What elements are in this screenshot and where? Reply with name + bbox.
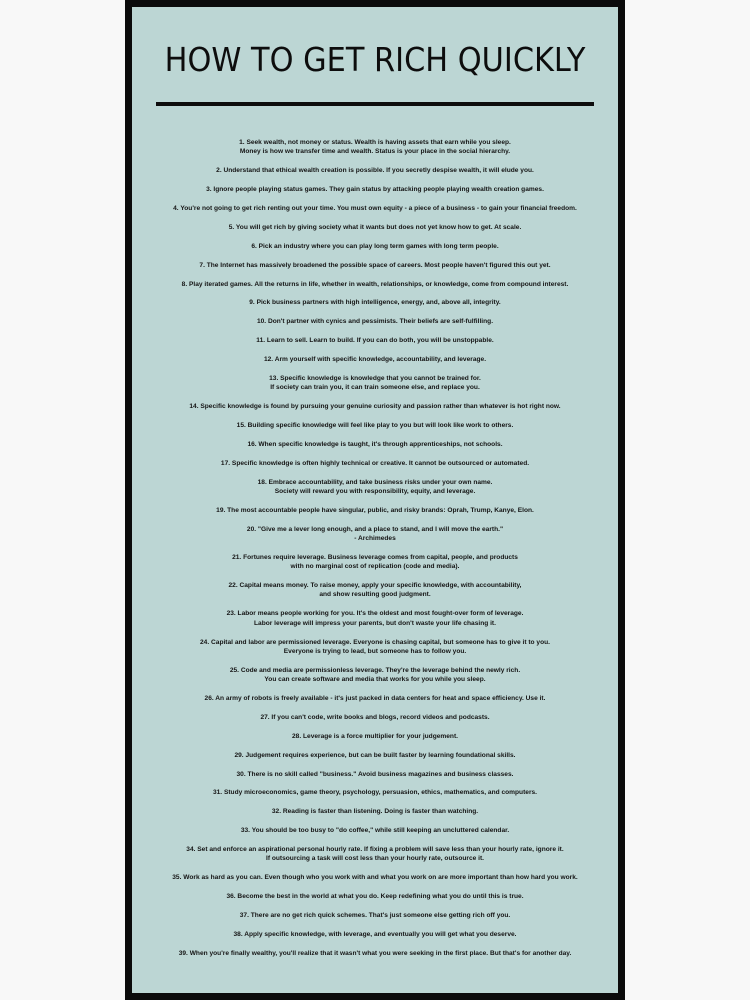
principle-item — [132, 402, 618, 411]
principle-item — [132, 355, 618, 364]
principle-item — [132, 581, 618, 600]
principle-item — [132, 609, 618, 628]
principle-line: 8. Play iterated games. All the returns in life, whether in wealth, relationships, or knowledge, come from compound interest. — [181, 280, 569, 288]
principle-line: 1. Seek wealth, not money or status. Wealth is having assets that earn while you sleep. — [239, 139, 511, 146]
principle-line: Money is how we transfer time and wealth. Status is your place in the social hierarchy. — [239, 148, 511, 156]
principle-line: 24. Capital and labor are permissioned leverage. Everyone is chasing capital, but someone has to give it to you. — [200, 638, 550, 646]
principle-line: 6. Pick an industry where you can play long term games with long term people. — [251, 242, 499, 250]
principle-line: 12. Arm yourself with specific knowledge, accountability, and leverage. — [263, 356, 487, 364]
principle-item — [132, 280, 618, 289]
principle-line: 18. Embrace accountability, and take business risks under your own name. — [257, 478, 493, 486]
principle-line: 26. An army of robots is freely available - it's just packed in data centers for heat and space efficiency. Use it. — [204, 694, 546, 702]
principle-item — [132, 204, 618, 213]
principles-list — [132, 138, 618, 968]
principle-line: 5. You will get rich by giving society what it wants but does not yet know how to get. At scale. — [228, 223, 522, 231]
principle-line: Labor leverage will impress your parents, but don't waste your life chasing it. — [254, 619, 496, 627]
principle-item — [132, 845, 618, 864]
principle-line: 33. You should be too busy to "do coffee," while still keeping an uncluttered calendar. — [240, 827, 510, 835]
principle-item — [132, 713, 618, 722]
principle-line: You can create software and media that works for you while you sleep. — [264, 676, 486, 684]
principle-item — [132, 525, 618, 544]
principle-line: 28. Leverage is a force multiplier for your judgement. — [292, 732, 458, 740]
principle-item — [132, 223, 618, 232]
principle-line: 9. Pick business partners with high intelligence, energy, and, above all, integrity. — [249, 299, 501, 307]
principle-line: 17. Specific knowledge is often highly technical or creative. It cannot be outsourced or automated. — [220, 459, 530, 467]
principle-item — [132, 317, 618, 326]
principle-item — [132, 506, 618, 515]
principle-item — [132, 261, 618, 270]
principle-item — [132, 298, 618, 307]
principle-line: 10. Don't partner with cynics and pessimists. Their beliefs are self-fulfilling. — [256, 318, 494, 326]
principle-line: 11. Learn to sell. Learn to build. If you can do both, you will be unstoppable. — [256, 337, 494, 345]
principle-item — [132, 185, 618, 194]
principle-line: 38. Apply specific knowledge, with leverage, and eventually you will get what you deserve. — [233, 930, 517, 938]
principle-item — [132, 949, 618, 958]
principle-line: and show resulting good judgment. — [319, 591, 431, 599]
principle-item — [132, 911, 618, 920]
principle-item — [132, 666, 618, 685]
principle-line: 37. There are no get rich quick schemes. That's just someone else getting rich off you. — [239, 912, 511, 920]
principle-item — [132, 421, 618, 430]
principle-line: 22. Capital means money. To raise money, apply your specific knowledge, with accountability, — [228, 582, 522, 590]
principle-line: 23. Labor means people working for you. It's the oldest and most fought-over form of leverage. — [226, 610, 524, 618]
principle-line: 27. If you can't code, write books and blogs, record videos and podcasts. — [260, 713, 490, 721]
principle-item — [132, 166, 618, 175]
principle-line: 32. Reading is faster than listening. Doing is faster than watching. — [271, 808, 479, 816]
principle-line: 14. Specific knowledge is found by pursuing your genuine curiosity and passion rather than whatever is hot right now. — [189, 403, 561, 411]
poster-panel — [132, 7, 618, 993]
principle-item — [132, 138, 618, 157]
principle-item — [132, 638, 618, 657]
principle-item — [132, 242, 618, 251]
principle-line: 15. Building specific knowledge will feel like play to you but will look like work to others. — [236, 422, 514, 430]
principle-line: 21. Fortunes require leverage. Business leverage comes from capital, people, and products — [232, 554, 518, 561]
principle-item — [132, 873, 618, 882]
principle-item — [132, 374, 618, 393]
principle-line: 13. Specific knowledge is knowledge that you cannot be trained for. — [269, 374, 481, 382]
principle-line: 31. Study microeconomics, game theory, psychology, persuasion, ethics, mathematics, and computers. — [212, 789, 538, 797]
principle-line: 19. The most accountable people have singular, public, and risky brands: Oprah, Trump, Kanye, Elon. — [216, 506, 534, 514]
principle-line: with no marginal cost of replication (code and media). — [290, 563, 460, 571]
principle-line: If society can train you, it can train someone else, and replace you. — [270, 384, 480, 392]
principle-item — [132, 807, 618, 816]
principle-line: 3. Ignore people playing status games. They gain status by attacking people playing wealth creation games. — [206, 186, 544, 194]
principle-item — [132, 440, 618, 449]
principle-item — [132, 826, 618, 835]
principle-line: 39. When you're finally wealthy, you'll realize that it wasn't what you were seeking in the first place. But that's for another day. — [178, 949, 572, 957]
principle-line: 30. There is no skill called "business." Avoid business magazines and business classes. — [236, 770, 514, 778]
poster-frame — [125, 0, 625, 1000]
principle-line: Everyone is trying to lead, but someone has to follow you. — [283, 647, 467, 655]
poster-title: HOW TO GET RICH QUICKLY — [164, 40, 586, 79]
principle-line: 7. The Internet has massively broadened the possible space of careers. Most people haven't figured this out yet. — [199, 261, 551, 269]
principle-item — [132, 892, 618, 901]
title-divider — [156, 102, 594, 106]
principle-item — [132, 770, 618, 779]
principle-item — [132, 788, 618, 797]
principle-item — [132, 732, 618, 741]
principle-line: 2. Understand that ethical wealth creation is possible. If you secretly despise wealth, it will elude you. — [216, 167, 534, 175]
principle-line: Society will reward you with responsibility, equity, and leverage. — [274, 488, 476, 496]
principle-line: 34. Set and enforce an aspirational personal hourly rate. If fixing a problem will save less than your hourly rate, ignore it. — [186, 846, 564, 854]
principle-line: 20. "Give me a lever long enough, and a place to stand, and I will move the earth." — [246, 525, 504, 533]
principle-line: 35. Work as hard as you can. Even though who you work with and what you work on are more important than how hard you work. — [172, 874, 578, 882]
principle-item — [132, 930, 618, 939]
principle-line: - Archimedes — [354, 535, 396, 543]
principle-line: If outsourcing a task will cost less than your hourly rate, outsource it. — [265, 855, 484, 863]
principle-line: 25. Code and media are permissionless leverage. They're the leverage behind the newly rich. — [229, 666, 521, 674]
principle-item — [132, 694, 618, 703]
principle-item — [132, 553, 618, 572]
principle-line: 4. You're not going to get rich renting out your time. You must own equity - a piece of a business - to gain your financial freedom. — [173, 204, 577, 212]
principle-line: 29. Judgement requires experience, but can be built faster by learning foundational skills. — [234, 751, 516, 759]
principle-item — [132, 459, 618, 468]
principle-line: 16. When specific knowledge is taught, it's through apprenticeships, not schools. — [247, 440, 503, 448]
principle-line: 36. Become the best in the world at what you do. Keep redefining what you do until this is true. — [226, 893, 524, 901]
principle-item — [132, 751, 618, 760]
principle-item — [132, 336, 618, 345]
principle-item — [132, 478, 618, 497]
